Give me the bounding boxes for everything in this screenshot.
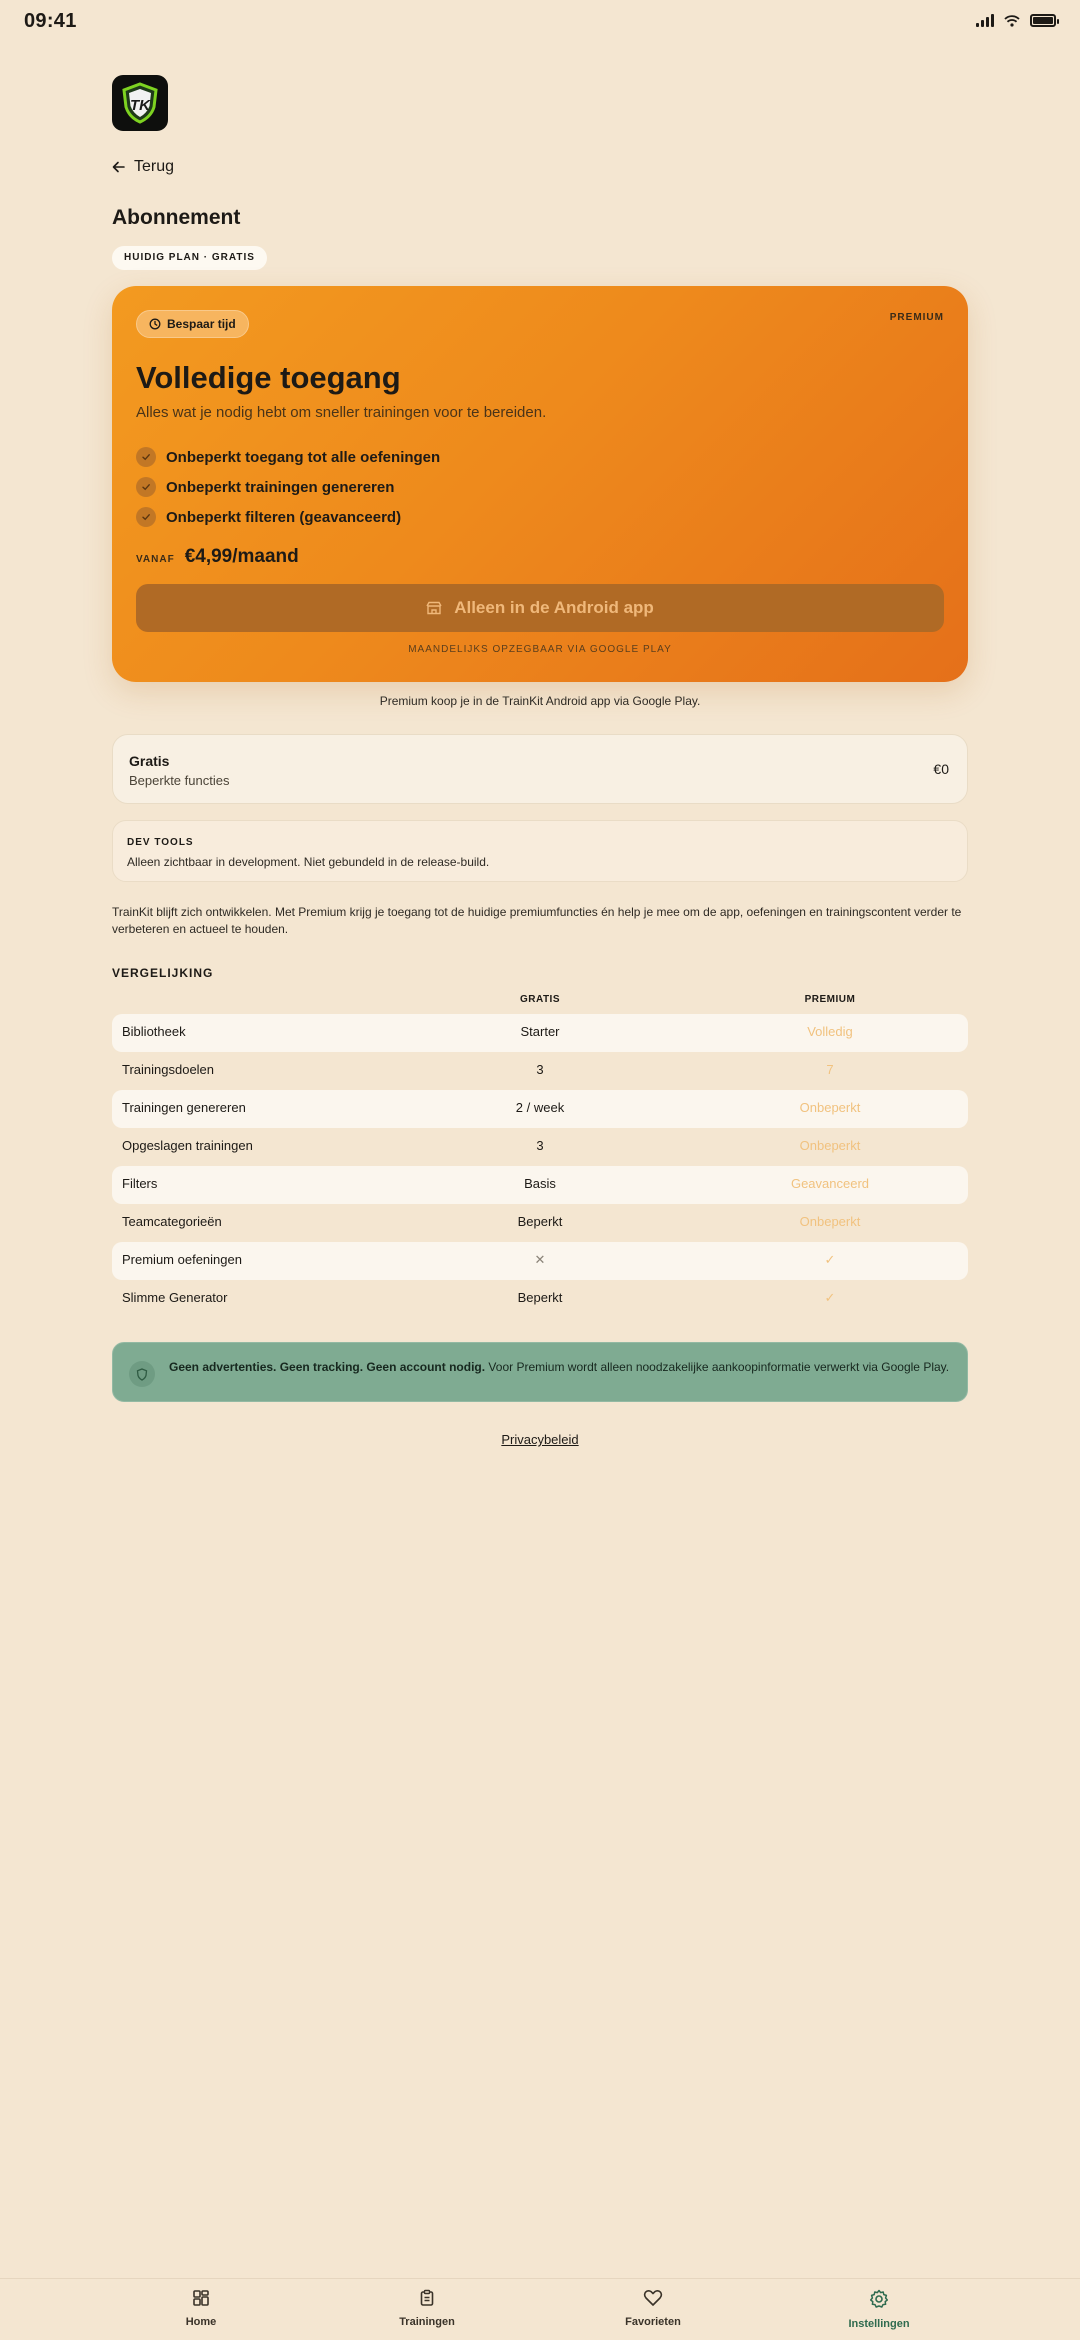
column-header-premium: PREMIUM — [804, 994, 856, 1005]
shield-icon — [129, 1361, 155, 1387]
feature-item — [136, 472, 440, 502]
feature-cell: Teamcategorieën — [122, 1214, 222, 1229]
status-icons — [976, 14, 1056, 27]
premium-label: PREMIUM — [889, 312, 944, 323]
nav-item-favorieten[interactable] — [583, 2289, 723, 2328]
cancel-note: MAANDELIJKS OPZEGBAAR VIA GOOGLE PLAY — [408, 644, 672, 655]
column-header-free: GRATIS — [519, 994, 561, 1005]
premium-cell: Volledig — [807, 1024, 853, 1039]
feature-item — [136, 502, 440, 532]
price-prefix: VANAF — [136, 554, 175, 565]
privacy-notice — [112, 1342, 968, 1402]
android-app-button[interactable] — [136, 584, 944, 632]
privacy-notice-bold: Geen advertenties. Geen tracking. Geen account nodig. — [169, 1360, 486, 1374]
cross-icon: ✕ — [534, 1252, 546, 1267]
feature-cell: Trainingen genereren — [122, 1100, 246, 1115]
premium-cell: 7 — [826, 1062, 834, 1077]
nav-item-home[interactable] — [131, 2289, 271, 2328]
check-icon: ✓ — [824, 1290, 836, 1305]
bottom-navigation — [0, 2278, 1080, 2340]
store-icon — [426, 601, 442, 615]
signal-icon — [976, 14, 994, 27]
free-cell: 3 — [536, 1062, 544, 1077]
premium-cell: Geavanceerd — [790, 1176, 870, 1191]
feature-cell: Opgeslagen trainingen — [122, 1138, 253, 1153]
table-row — [112, 1090, 968, 1128]
feature-cell: Filters — [122, 1176, 158, 1191]
wifi-icon — [1004, 15, 1020, 27]
app-logo — [112, 75, 168, 131]
page-title: Abonnement — [112, 206, 241, 229]
free-plan-name: Gratis — [129, 753, 170, 769]
table-row — [112, 1242, 968, 1280]
dev-tools-card — [112, 820, 968, 882]
save-time-tag — [136, 310, 249, 338]
free-cell: 2 / week — [515, 1100, 565, 1115]
free-cell: 3 — [536, 1138, 544, 1153]
table-row — [112, 1128, 968, 1166]
dev-tools-description: Alleen zichtbaar in development. Niet gebundeld in de release-build. — [127, 855, 490, 869]
status-time: 09:41 — [24, 10, 77, 32]
battery-icon — [1030, 14, 1056, 27]
comparison-title: VERGELIJKING — [112, 966, 214, 980]
intro-text: TrainKit blijft zich ontwikkelen. Met Premium krijg je toegang tot de huidige premiumfuncties én help je mee om de app, oefeningen en trainingscontent verder te verbeteren en actueel te houden. — [112, 905, 962, 936]
arrow-left-icon — [112, 160, 126, 174]
feature-cell: Bibliotheek — [122, 1024, 186, 1039]
android-app-button-label: Alleen in de Android app — [454, 598, 654, 617]
nav-label: Instellingen — [848, 2318, 910, 2330]
check-icon — [136, 447, 156, 467]
price-value: €4,99/maand — [184, 546, 299, 567]
free-cell: Starter — [520, 1024, 560, 1039]
check-icon: ✓ — [824, 1252, 836, 1267]
feature-label: Onbeperkt trainingen genereren — [166, 478, 395, 496]
dev-tools-title: DEV TOOLS — [127, 837, 194, 848]
nav-label: Home — [185, 2316, 217, 2328]
table-row — [112, 1166, 968, 1204]
nav-label: Favorieten — [625, 2316, 681, 2328]
feature-label: Onbeperkt toegang tot alle oefeningen — [166, 448, 441, 466]
comparison-table — [112, 1014, 968, 1318]
grid-icon — [192, 2289, 210, 2307]
premium-title: Volledige toegang — [136, 360, 401, 395]
status-bar — [0, 0, 1080, 44]
privacy-notice-text — [169, 1360, 949, 1374]
purchase-note: Premium koop je in de TrainKit Android app via Google Play. — [379, 694, 701, 708]
table-row — [112, 1280, 968, 1318]
clipboard-icon — [418, 2289, 436, 2307]
free-plan-description: Beperkte functies — [129, 773, 230, 788]
heart-icon — [643, 2289, 663, 2307]
nav-item-trainingen[interactable] — [357, 2289, 497, 2328]
table-row — [112, 1052, 968, 1090]
premium-cell: Onbeperkt — [799, 1138, 861, 1153]
feature-item — [136, 442, 440, 472]
premium-subtitle: Alles wat je nodig hebt om sneller trainingen voor te bereiden. — [136, 404, 547, 421]
privacy-policy-link[interactable]: Privacybeleid — [501, 1432, 579, 1447]
feature-cell: Premium oefeningen — [122, 1252, 242, 1267]
feature-cell: Trainingsdoelen — [122, 1062, 215, 1077]
free-plan-price: €0 — [933, 761, 949, 777]
premium-card — [112, 286, 968, 682]
back-button[interactable] — [112, 158, 174, 176]
premium-cell: Onbeperkt — [799, 1100, 861, 1115]
free-cell: Basis — [524, 1176, 556, 1191]
nav-label: Trainingen — [399, 2316, 455, 2328]
table-row — [112, 1014, 968, 1052]
gear-icon — [869, 2289, 889, 2309]
check-icon — [136, 477, 156, 497]
current-plan-badge: HUIDIG PLAN · GRATIS — [112, 246, 267, 270]
table-row — [112, 1204, 968, 1242]
svg-text:TK: TK — [130, 97, 150, 114]
nav-item-instellingen[interactable] — [809, 2289, 949, 2330]
clock-icon — [149, 318, 161, 330]
free-cell: Beperkt — [517, 1214, 563, 1229]
premium-cell: Onbeperkt — [799, 1214, 861, 1229]
feature-list — [136, 442, 440, 532]
feature-label: Onbeperkt filteren (geavanceerd) — [166, 508, 402, 526]
free-cell: Beperkt — [517, 1290, 563, 1305]
feature-cell: Slimme Generator — [122, 1290, 228, 1305]
save-time-label: Bespaar tijd — [167, 317, 236, 331]
shield-logo-icon — [118, 81, 162, 125]
price-row — [136, 546, 299, 568]
free-plan-card[interactable] — [112, 734, 968, 804]
check-icon — [136, 507, 156, 527]
back-label: Terug — [134, 158, 175, 175]
privacy-notice-rest: Voor Premium wordt alleen noodzakelijke aankoopinformatie verwerkt via Google Play. — [485, 1360, 950, 1374]
